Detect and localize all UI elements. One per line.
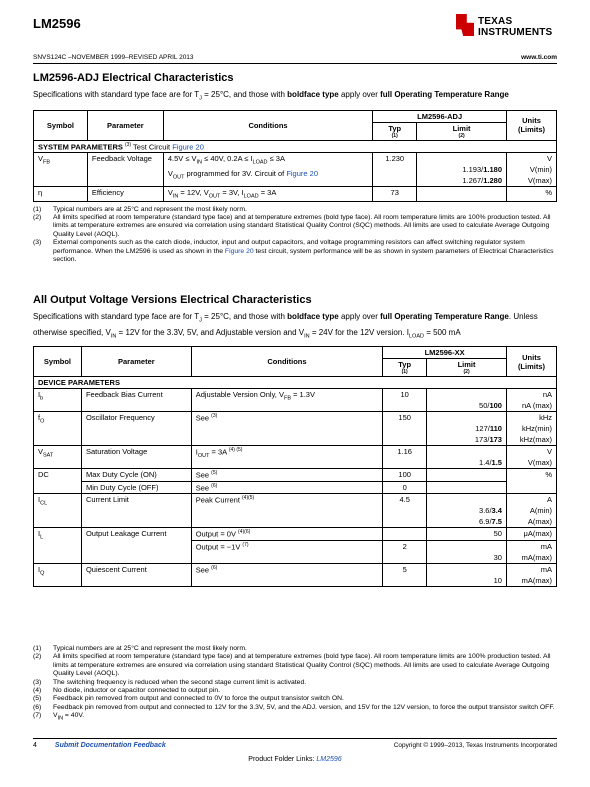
col-limit: Limit (2) xyxy=(417,122,507,140)
page-number: 4 xyxy=(33,742,37,749)
footnote: (1) Typical numbers are at 25°C and represent the most likely norm. xyxy=(33,645,247,652)
adj-title: LM2596-ADJ Electrical Characteristics xyxy=(33,72,234,84)
footer-left xyxy=(33,742,166,749)
all-section xyxy=(33,294,557,587)
footer-rule xyxy=(33,738,557,739)
doc-id: SNVS124C –NOVEMBER 1999–REVISED APRIL 2013 xyxy=(33,54,194,61)
part-number-header: LM2596 xyxy=(33,16,81,31)
all-footnotes xyxy=(33,645,557,723)
footnote: (4) No diode, inductor or capacitor connected to output pin. xyxy=(33,687,221,695)
footnote: (6) Feedback pin removed from output and connected to 12V for the 3.3V, 5V, and the ADJ. version, and 15V for the 12V version, to force the output transistor switch OFF. xyxy=(33,703,555,711)
col-units: Units (Limits) xyxy=(507,110,557,140)
table-row: $I_L$ Output Leakage Current Output = 0V $^{(4)(6)}$ 50 μA(max) xyxy=(34,528,557,541)
adj-section xyxy=(33,72,557,264)
table-row: $V_{SAT}$ Saturation Voltage $I_{OUT} = 3A$ $^{(4) (5)}$ 1.16 V xyxy=(34,446,557,458)
col-group: LM2596-ADJ xyxy=(373,110,507,122)
footnote: (2) All limits specified at room temperature (standard type face) and at temperature extremes (bold type face). All room temperature limits are 100% production tested. All limits at temperature extremes are ensured via correlation using standard Statistical Quality Control (SQC) methods. All limits are used to calculate Average Outgoing Quality Level (AOQL). xyxy=(33,653,551,678)
all-intro: Specifications with standard type face are for $T_J = 25^\circ C$, and those with boldface type apply over full Operating Temperature Range. Unless otherwise specified, $V_{IN} = 12V$ for the 3.3V, 5V, and Adjustable version and $V_{IN} = 24V$ for the 12V version. $I_{LOAD} = 500$ mA xyxy=(33,312,538,340)
col-typ: Typ (1) xyxy=(373,122,417,140)
submit-feedback-link[interactable]: Submit Documentation Feedback xyxy=(54,742,166,749)
footnote: (3) External components such as the catch diode, inductor, input and output capacitors, and voltage programming resistors can affect switching regulator system performance. When the LM2596 is used as shown in the Figure 20 test circuit, system performance will be as shown in system parameters of Electrical Characteristics section. xyxy=(33,239,554,264)
col-conditions: Conditions xyxy=(163,110,372,140)
section-system-parameters: SYSTEM PARAMETERS $^{(3)}$ Test Circuit Figure 20 xyxy=(34,140,557,153)
product-folder-links: Product Folder Links: LM2596 xyxy=(248,756,342,763)
table-row: DC Max Duty Cycle (ON) See $^{(5)}$ 100 % xyxy=(34,469,557,482)
ti-logo-icon xyxy=(456,14,474,36)
footnote: (2) All limits specified at room temperature (standard type face) and at temperature extremes (bold type face). All room temperature limits are 100% production tested. All limits at temperature extremes are ensured via correlation using standard Statistical Quality Control (SQC) methods. All limits are used to calculate Average Outgoing Quality Level (AOQL). xyxy=(33,214,551,238)
adj-table: Symbol Parameter Conditions LM2596-ADJ Units (Limits) Typ (1) Limit (2) SYSTEM PARAMETERS $^{(3)}$ Test Circuit Figure 20 $V_{FB}$ Feedback Voltage $4.5V \le V_{IN} \le 40V$, $0.2A \le I_{LOAD} \le 3A$ $V_{OUT}$ programmed for 3V. Circuit of Figure 20 1.230 V 1.193/1.180 V(min) 1.267/1.280 V(max) η Efficiency $V_{IN} = 12V$, $V_{OUT} = 3V$, $I_{LOAD} = 3A$ 73 % xyxy=(33,110,557,202)
header-rule xyxy=(33,63,557,64)
table-row: $I_b$ Feedback Bias Current Adjustable Version Only, $V_{FB} = 1.3V$ 10 nA xyxy=(34,389,557,401)
table-row: $V_{FB}$ Feedback Voltage $4.5V \le V_{IN} \le 40V$, $0.2A \le I_{LOAD} \le 3A$ $V_{OUT}$ programmed for 3V. Circuit of Figure 20 1.230 V xyxy=(34,153,557,165)
footnote: (7) $V_{IN} = 40V$. xyxy=(33,712,85,722)
col-parameter: Parameter xyxy=(87,110,163,140)
figure-20-link[interactable]: Figure 20 xyxy=(286,168,318,178)
table-row: $f_O$ Oscillator Frequency See $^{(3)}$ 150 kHz xyxy=(34,412,557,424)
ti-logo xyxy=(456,14,561,42)
figure-20-link[interactable]: Figure 20 xyxy=(172,142,204,152)
table-row: $I_Q$ Quiescent Current See $^{(6)}$ 5 mA xyxy=(34,563,557,575)
all-table: Symbol Parameter Conditions LM2596-XX Units (Limits) Typ (1) Limit (2) DEVICE PARAMETERS $I_b$ Feedback Bias Current Adjustable Version Only, $V_{FB} = 1.3V$ 10 nA 50/100 nA (max) $f_O$ Oscillator Frequency See $^{(3)}$ 150 kHz 127/110 kHz(min) 173/173 kHz(max) $V_{SAT}$ Saturation Voltage $I_{OUT} = 3A$ $^{(4) (5)}$ 1.16 V 1.4/1.5 V(max) DC Max Duty Cycle (ON) See $^{(5)}$ 100 % Min Duty Cycle (OFF) See $^{(6)}$ 0 $I_{CL}$ Current Limit Peak Current $^{(4)(5)}$ 4.5 A 3.6/3.4 A(min) 6.9/7.5 A(max) $I_L$ Output Leakage Current Output = 0V $^{(4)(6)}$ 50 μA(max) Output = −1V $^{(7)}$ 2 mA 30 mA(max) $I_Q$ Quiescent Current See $^{(6)}$ 5 mA 10 mA(max) xyxy=(33,346,557,587)
logo-line1: TEXAS xyxy=(478,16,513,27)
footnote: (5) Feedback pin removed from output and connected to 0V to force the output transistor switch ON. xyxy=(33,695,344,703)
table-row: $I_{CL}$ Current Limit Peak Current $^{(4)(5)}$ 4.5 A xyxy=(34,494,557,506)
section-device-parameters: DEVICE PARAMETERS xyxy=(34,377,557,389)
copyright: Copyright © 1999–2013, Texas Instruments Incorporated xyxy=(393,742,557,749)
logo-line2: INSTRUMENTS xyxy=(478,27,553,38)
website-link[interactable]: www.ti.com xyxy=(521,54,557,61)
adj-footnotes xyxy=(33,206,557,265)
footnote: (3) The switching frequency is reduced when the second stage current limit is activated. xyxy=(33,678,307,686)
lm2596-link[interactable]: LM2596 xyxy=(316,756,342,763)
col-symbol: Symbol xyxy=(34,110,88,140)
footnote: (1) Typical numbers are at 25°C and represent the most likely norm. xyxy=(33,205,247,213)
all-title: All Output Voltage Versions Electrical Characteristics xyxy=(33,294,312,306)
adj-intro: Specifications with standard type face are for $T_J = 25^\circ C$, and those with boldface type apply over full Operating Temperature Range xyxy=(33,90,509,102)
table-row: η Efficiency $V_{IN} = 12V$, $V_{OUT} = 3V$, $I_{LOAD} = 3A$ 73 % xyxy=(34,187,557,202)
figure-20-link[interactable]: Figure 20 xyxy=(224,247,254,255)
